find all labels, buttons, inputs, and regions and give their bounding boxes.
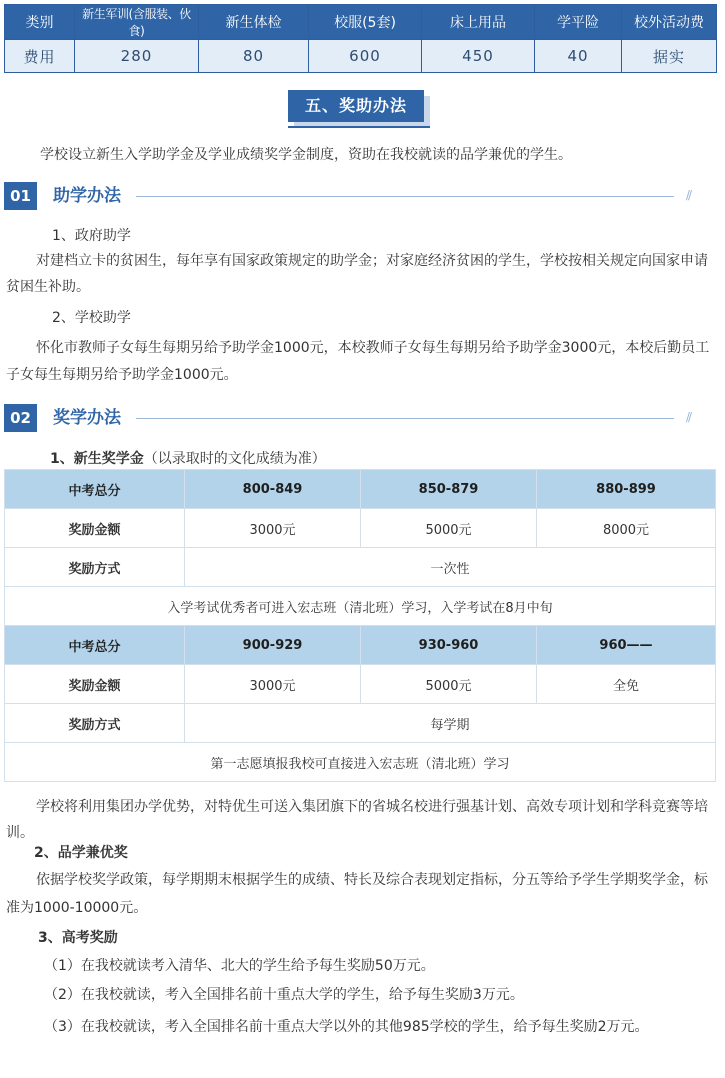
- fee-header-cell: 学平险: [535, 5, 622, 40]
- scholarship-table: [4, 469, 716, 782]
- score-range: 880-899: [537, 470, 716, 509]
- score-label: 中考总分: [5, 470, 185, 509]
- note-row: [5, 587, 716, 626]
- score-range: 900-929: [185, 626, 361, 665]
- method-row: [5, 704, 716, 743]
- school-aid-heading: 2、学校助学: [52, 310, 131, 326]
- table-note: 入学考试优秀者可进入宏志班（清北班）学习，入学考试在8月中旬: [5, 587, 716, 626]
- section-title-banner: [288, 90, 430, 128]
- header-divider: [136, 196, 674, 197]
- note-row: [5, 743, 716, 782]
- gaokao-item: （2）在我校就读，考入全国排名前十重点大学的学生，给予每生奖励3万元。: [44, 987, 524, 1003]
- score-row: [5, 470, 716, 509]
- fee-value-cell: 280: [75, 40, 199, 73]
- merit-text: 依据学校奖学政策，每学期期末根据学生的成绩、特长及综合表现划定指标，分五等给予学生学期奖学金，标准为1000-10000元。: [6, 872, 708, 916]
- score-row: [5, 626, 716, 665]
- score-range: 800-849: [185, 470, 361, 509]
- group-training-text: 学校将利用集团办学优势，对特优生可送入集团旗下的省城名校进行强基计划、高效专项计划和学科竞赛等培训。: [6, 799, 708, 841]
- gov-aid-heading: 1、政府助学: [52, 228, 131, 244]
- fee-value-cell: 40: [535, 40, 622, 73]
- fee-value-cell: 80: [199, 40, 309, 73]
- aid-section-header: [4, 182, 716, 212]
- fee-header-cell: 新生体检: [199, 5, 309, 40]
- school-aid-text: 怀化市教师子女每生每期另给予助学金1000元，本校教师子女每生每期另给予助学金3000元，本校后勤员工子女每生每期另给予助学金1000元。: [6, 340, 710, 383]
- method-label: 奖励方式: [5, 548, 185, 587]
- banner-underline: [288, 126, 430, 128]
- fee-value-cell: 450: [422, 40, 535, 73]
- new-student-scholarship-heading: 1、新生奖学金: [50, 451, 144, 467]
- table-note: 第一志愿填报我校可直接进入宏志班（清北班）学习: [5, 743, 716, 782]
- merit-heading: 2、品学兼优奖: [34, 845, 128, 861]
- method-row: [5, 548, 716, 587]
- gaokao-item: （3）在我校就读，考入全国排名前十重点大学以外的其他985学校的学生，给予每生奖励2万元。: [44, 1019, 649, 1035]
- aid-section-title: 助学办法: [53, 186, 121, 206]
- method-value: 一次性: [185, 548, 716, 587]
- fee-table-header-row: [5, 5, 717, 40]
- method-label: 奖励方式: [5, 704, 185, 743]
- method-value: 每学期: [185, 704, 716, 743]
- intro-paragraph: 学校设立新生入学助学金及学业成绩奖学金制度，资助在我校就读的品学兼优的学生。: [40, 147, 572, 163]
- amount-label: 奖励金额: [5, 665, 185, 704]
- scholarship-section-header: [4, 404, 716, 434]
- new-student-scholarship-line: [50, 448, 326, 470]
- amount-value: 3000元: [185, 509, 361, 548]
- gaokao-item: （1）在我校就读考入清华、北大的学生给予每生奖励50万元。: [44, 958, 435, 974]
- score-range: 930-960: [361, 626, 537, 665]
- double-slash-decoration: //: [685, 188, 690, 202]
- fee-row-label: 费用: [5, 40, 75, 73]
- new-student-scholarship-note: （以录取时的文化成绩为准）: [143, 451, 326, 467]
- score-range: 960——: [537, 626, 716, 665]
- scholarship-section-title: 奖学办法: [53, 408, 121, 428]
- fee-table: [4, 4, 717, 73]
- amount-row: [5, 665, 716, 704]
- fee-header-cell: 校外活动费: [622, 5, 717, 40]
- gov-aid-text: 对建档立卡的贫困生，每年享有国家政策规定的助学金；对家庭经济贫困的学生，学校按相关规定向国家申请贫困生补助。: [6, 253, 708, 295]
- fee-header-cell: 新生军训(含服装、伙食): [75, 5, 199, 40]
- fee-header-cell: 校服(5套): [309, 5, 422, 40]
- fee-value-cell: 600: [309, 40, 422, 73]
- amount-value: 3000元: [185, 665, 361, 704]
- amount-value: 8000元: [537, 509, 716, 548]
- amount-value: 5000元: [361, 509, 537, 548]
- gaokao-heading: 3、高考奖励: [38, 930, 118, 946]
- amount-value: 全免: [537, 665, 716, 704]
- scholarship-section-number: 02: [4, 404, 37, 432]
- amount-value: 5000元: [361, 665, 537, 704]
- amount-label: 奖励金额: [5, 509, 185, 548]
- fee-header-cell: 床上用品: [422, 5, 535, 40]
- section-title: 五、奖助办法: [288, 90, 424, 122]
- fee-value-cell: 据实: [622, 40, 717, 73]
- aid-section-number: 01: [4, 182, 37, 210]
- header-divider: [136, 418, 674, 419]
- fee-header-cell: 类别: [5, 5, 75, 40]
- score-label: 中考总分: [5, 626, 185, 665]
- amount-row: [5, 509, 716, 548]
- score-range: 850-879: [361, 470, 537, 509]
- fee-table-value-row: [5, 40, 717, 73]
- double-slash-decoration: //: [685, 410, 690, 424]
